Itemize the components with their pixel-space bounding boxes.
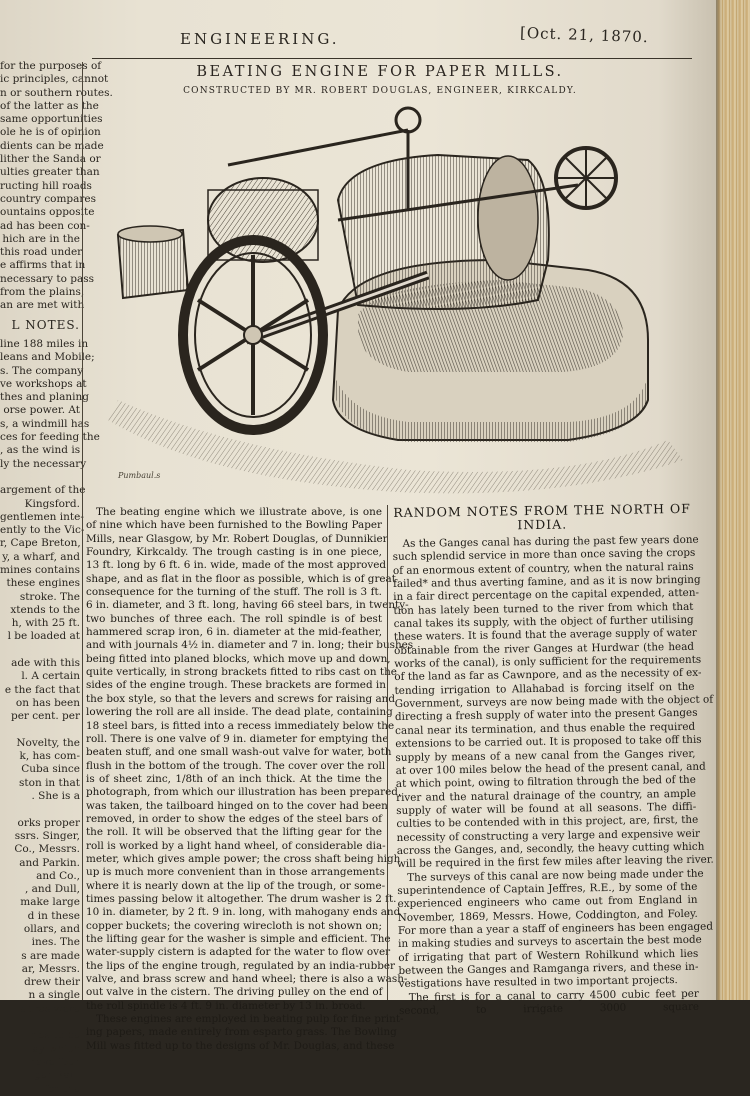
book-page-edges [716,0,750,1000]
text-line: leans and Mobile; [0,351,95,364]
text-line: of the latter as the [0,99,99,112]
text-gap [0,1016,80,1029]
text-line: photograph, from which our illustration has been prepared, [86,786,402,799]
text-line: ly the necessary [0,457,87,470]
text-line: works of the canal), is only sufficient for the requirements [394,653,702,671]
text-line: Co., Messrs. [14,843,80,856]
text-line: the roll. It will be observed that the lifting gear for the [86,826,382,839]
section-heading: L NOTES. [11,317,80,332]
text-line: obtainable from the river Ganges at Hurdwar (the head [393,640,695,657]
text-line: gentlemen inte- [0,510,84,523]
column-rule [82,62,83,1000]
text-line: consequence for the turning of the stuff. The roll is 3 ft. [86,586,382,599]
text-line: ay which [32,1042,80,1055]
text-line: will be required in the first few miles after leaving the river. [396,853,714,871]
text-line: across the Ganges, and, secondly, the heavy cutting which [396,840,705,857]
text-line: at which point, owing to filtration through the bed of the [395,773,696,791]
artist-signature: Pumbaul.s [118,471,161,480]
text-line: the roll spindle is 4 ft. 9 in. diameter by 13 in. broad. [86,999,366,1012]
text-line: orks proper [17,816,80,829]
column-rule [387,505,388,1000]
text-line: ic principles, cannot [0,73,109,86]
text-line: in a fair direct percentage on the capital expended, atten- [393,587,700,604]
text-line: ructing hill roads [0,179,92,192]
text-line: country compares [0,192,96,205]
text-line: from the plains, [0,286,85,299]
text-line: and Co., [36,869,80,882]
text-line: for the [44,1082,80,1095]
text-line: out valve in the cistern. The driving pulley on the end of [86,986,383,999]
text-line: tion has lately been turned to the river from which that [393,600,694,617]
text-line: canal takes its supply, with the object of further utilising [393,613,694,631]
text-line: culties to be contended with in this project, are, first, the [396,813,699,831]
text-line: is of sheet zinc, 1/8th of an inch thick. At the time the [86,772,382,785]
text-line: xtends to the [10,603,80,616]
article-body [392,533,714,1019]
text-line: second, to irrigate 3000 square [398,1000,700,1017]
text-line: and with journals 4½ in. diameter and 7 in. long; their bushes [86,639,414,652]
text-line: h, with 25 ft. [11,617,80,630]
text-line: valve, and brass screw and hand wheel; there is also a wash- [86,973,408,986]
text-line: supply by means of a new canal from the Ganges river, [395,747,696,764]
figure-subtitle: CONSTRUCTED BY MR. ROBERT DOUGLAS, ENGINEER, KIRKCALDY. [183,86,577,96]
text-line: ollars, and [23,923,80,935]
cistern-top [118,226,182,242]
text-line: per cent. per [11,710,80,723]
text-line: hammered scrap iron, 6 in. diameter at the mid-feather, [86,626,382,639]
text-line: sides of the engine trough. These brackets are formed in [86,679,386,692]
text-line: tending irrigation to Allahabad is forcing itself on the [394,680,695,697]
text-line: lowering the roll are all inside. The dead plate, containing [86,706,393,719]
header-rule [92,58,692,59]
text-line: e affirms that in [0,259,86,272]
text-line: beaten stuff, and one small wash-out valve for water, both [86,746,392,759]
text-line: superintendence of Captain Jeffres, R.E., by some of the [397,880,698,897]
text-line: ines. The [31,936,80,949]
text-line: ountains opposite [0,206,95,219]
text-line: 18 steel bars, is fitted into a recess immediately below the [86,719,395,732]
text-line: hich are in the [2,232,80,245]
text-line: ssrs. Singer, [14,829,80,842]
text-line: The beating engine which we illustrate above, is one [96,506,382,518]
text-line: in making studies and surveys to ascertain the best mode [398,934,702,951]
text-line: s, a windmill has [0,417,90,430]
text-line: for the purposes of [0,60,102,72]
text-line: this road under [0,246,83,259]
text-line: have four [29,1055,80,1068]
beating-engine-engraving [108,100,690,500]
text-line: necessary to pass [0,272,95,285]
text-line: roll is worked by a light hand wheel, of considerable dia- [86,839,386,852]
text-line: ve workshops at [0,377,87,390]
text-line: ad has been con- [0,219,90,232]
text-line: Novelty, the [16,736,80,749]
article-notes-india [392,500,714,1017]
text-line: ulties greater than [0,166,100,179]
text-line: l. A certain [21,670,80,683]
text-line: where it is nearly down at the lip of the trough, or some- [86,879,386,892]
text-line: of the land as far as Cawnpore, and as the necessity of ex- [394,667,702,684]
text-line: s are made [21,949,80,962]
text-line: abres were [20,1002,80,1015]
text-line: d in these [27,909,80,922]
text-line: y, a wharf, and [2,550,80,563]
text-line: 13 ft. long by 6 ft. 6 in. wide, made of the most approved [86,559,387,572]
text-line: of an enormous extent of country, when the natural rains [392,560,694,577]
text-line: Foundry, Kirkcaldy. The trough casting is in one piece, [86,546,382,559]
text-line: s. The company [0,364,84,377]
left-column-fragment [0,60,113,1095]
small-hand-wheel [396,108,420,132]
text-line: Mill was fitted up to the designs of Mr. Douglas, and these [86,1039,395,1052]
text-gap [0,471,80,484]
text-line: directing a fresh supply of water into the present Ganges [394,707,698,724]
text-line: Mills, near Glasgow, by Mr. Robert Douglas, of Dunnikier [86,532,388,545]
text-line: an are met with [0,299,85,312]
text-line: the box style, so that the levers and screws for raising and [86,692,396,705]
text-line: these engines [6,577,80,590]
text-line: . She is a [31,790,80,803]
text-line: mines contains [0,563,80,576]
text-line: ger Rail- [34,1069,80,1082]
text-line: l be loaded at [7,630,80,643]
text-line: The surveys of this canal are now being made under the [407,867,704,884]
text-line: supply of water will be found at all seasons. The diffi- [396,800,697,817]
text-line: nes to be [31,1029,80,1042]
text-gap [0,724,80,737]
text-line: roll. There is one valve of 9 in. diameter for emptying the [86,732,389,745]
text-line: orse power. At [3,404,80,417]
text-line: dients can be made [0,139,104,152]
text-line: 10 in. diameter, by 2 ft. 9 in. long, with mahogany ends and [86,906,401,919]
text-line: such splendid service in more than once saving the crops [392,547,696,564]
text-line: failed* and thus averting famine, and as it is now bringing [393,573,701,591]
text-line: ade with this [11,657,80,670]
text-line: 6 in. diameter, and 3 ft. long, having 66 steel bars, in twenty- [86,599,409,612]
text-line: up is much more convenient than in those arrangements [86,866,385,879]
text-line: Government, surveys are now being made with the object of [394,693,714,711]
running-head [90,23,690,54]
text-line: The first is for a canal to carry 4500 cubic feet per [408,987,699,1004]
text-line: on has been [15,696,80,709]
text-line: line 188 miles in [0,337,89,350]
text-line: Kingsford. [24,497,80,510]
text-line: vestigations have resulted in two important projects. [398,974,678,991]
text-line: lither the Sanda or [0,153,101,166]
text-line: ces for feeding the [0,431,100,444]
text-line: , as the wind is [0,444,81,457]
text-line: ston in that [19,776,80,789]
text-line: these waters. It is found that the average supply of water [393,627,697,644]
lifting-shaft [228,130,408,165]
text-gap [0,644,80,657]
text-line: quite vertically, in strong brackets fitted to ribs cast on the [86,666,397,679]
text-line: Cuba since [21,763,80,776]
text-line: the lips of the engine trough, regulated by an india-rubber [86,959,396,972]
text-line: same opportunities [0,113,103,126]
article-beating-engine [86,506,414,1052]
text-line: ing papers, made entirely from esparto grass. The Bowling [86,1026,397,1039]
text-line: make large [20,896,80,909]
text-line: river and the natural drainage of the country, an ample [395,787,697,804]
text-line: e the fact that [4,683,80,696]
text-line: shape, and as flat in the floor as possible, which is of great [86,572,396,585]
text-line: at over 100 miles below the head of the present canal, and [395,760,706,777]
text-line: n or southern routes. [0,86,113,99]
text-line: ole he is of opinion [0,126,101,139]
text-line: copper buckets; the covering wirecloth is not shown on; [86,919,382,932]
text-line: thes and planing [0,391,89,404]
text-line: , and Dull, [25,883,80,896]
text-line: argement of the [0,484,86,497]
text-line: As the Ganges canal has during the past few years done [402,533,699,550]
text-line: drew their [24,976,80,989]
roll-cover-end [478,156,538,280]
text-line: n a single [28,989,80,1002]
article-heading: RANDOM NOTES FROM THE NORTH OF INDIA. [393,500,691,533]
text-line: extensions to be carried out. It is proposed to take off this [395,733,702,751]
text-line: water-supply cistern is adapted for the water to flow over [86,946,391,959]
text-line: of nine which have been furnished to the Bowling Paper [86,519,382,532]
text-line: flush in the bottom of the trough. The cover over the roll [86,759,386,772]
text-line: These engines are employed in beating pulp for fine print- [96,1013,404,1026]
text-line: r, Cape Breton, [0,537,81,550]
text-line: k, has com- [19,750,80,763]
text-line: times passing below it altogether. The drum washer is 2 ft. [86,892,397,905]
text-line: of irrigating that part of Western Rohilkund which lies [398,947,699,964]
text-line: between the Ganges and Ramganga rivers, and these in- [398,960,699,977]
text-line: was taken, the tailboard hinged on to the cover had been [86,799,388,812]
text-line: and Parkin. [19,856,80,869]
text-line: meter, which gives ample power; the cross shaft being high [86,852,401,865]
text-line: ently to the Vic- [0,524,85,537]
text-line: November, 1869, Messrs. Howe, Coddington, and Foley. [397,907,698,924]
text-line: removed, in order to show the edges of the steel bars of [86,812,382,825]
text-line: being fitted into planed blocks, which move up and down, [86,652,391,665]
text-line: the lifting gear for the washer is simple and efficient. The [86,933,391,945]
text-line: canal near its termination, and thus enable the required [395,720,696,737]
pulley-hub [244,326,262,344]
figure-title: BEATING ENGINE FOR PAPER MILLS. [196,64,564,80]
text-line: experienced engineers who came out from England in [397,894,698,911]
text-line: two bunches of three each. The roll spindle is of best [86,612,382,625]
text-line: ar, Messrs. [21,962,80,975]
issue-date: [Oct. 21, 1870. [519,23,649,47]
text-gap [0,803,80,816]
journal-title: ENGINEERING. [180,30,340,48]
text-line: necessity of constructing a very large and expensive weir [396,827,701,844]
text-line: stroke. The [19,590,80,603]
text-line: For more than a year a staff of engineers has been engaged [397,920,714,937]
